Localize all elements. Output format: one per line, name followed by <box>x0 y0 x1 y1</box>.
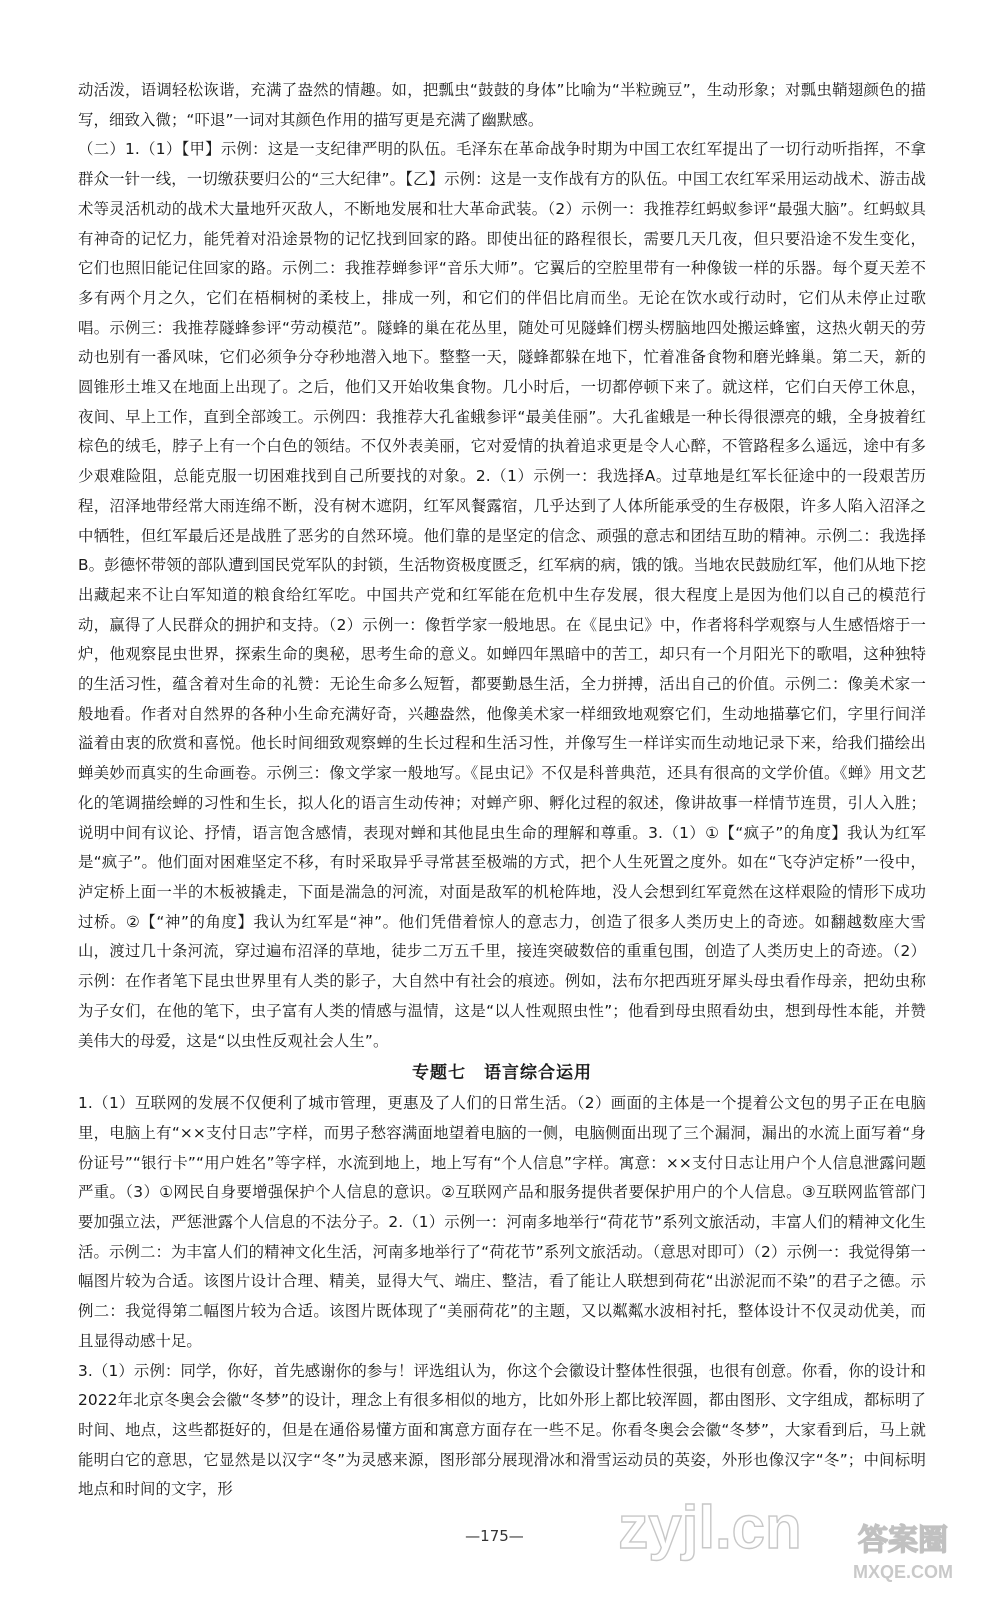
section-heading: 专题七 语言综合运用 <box>412 1063 592 1084</box>
page-number: —175— <box>465 1527 524 1545</box>
text-paragraph: 动活泼，语调轻松诙谐，充满了盎然的情趣。如，把瓢虫“鼓鼓的身体”比喻为“半粒豌豆”，生动形象；对瓢虫鞘翅颜色的描写，细致入微；“吓退”一词对其颜色作用的描写更是充满了幽默感。 <box>78 81 926 129</box>
watermark-text: zyjl.cn <box>618 1494 802 1561</box>
text-paragraph: （二）1.（1）【甲】示例：这是一支纪律严明的队伍。毛泽东在革命战争时期为中国工农红军提出了一切行动听指挥，不拿群众一针一线，一切缴获要归公的“三大纪律”。【乙】示例：这是一支作战有方的队伍。中国工农红军采用运动战术、游击战术等灵活机动的战术大量地歼灭敌人，不断地发展和壮大革命武装。（2）示例一：我推荐红蚂蚁参评“最强大脑”。红蚂蚁具有神奇的记忆力，能凭着对沿途景物的记忆找到回家的路。即使出征的路程很长，需要几天几夜，但只要沿途不发生变化，它们也照旧能记住回家的路。示例二：我推荐蝉参评“音乐大师”。它翼后的空腔里带有一种像钹一样的乐器。每个夏天差不多有两个月之久，它们在梧桐树的柔枝上，排成一列，和它们的伴侣比肩而坐。无论在饮水或行动时，它们从未停止过歌唱。示例三：我推荐隧蜂参评“劳动模范”。隧蜂的巢在花丛里，随处可见隧蜂们楞头楞脑地四处搬运蜂蜜，这热火朝天的劳动也别有一番风味，它们必须争分夺秒地潜入地下。整整一天，隧蜂都躲在地下，忙着准备食物和磨光蜂巢。第二天，新的圆锥形土堆又在地面上出现了。之后，他们又开始收集食物。几小时后，一切都停顿下来了。就这样，它们白天停工休息，夜间、早上工作，直到全部竣工。示例四：我推荐大孔雀蛾参评“最美佳丽”。大孔雀蛾是一种长得很漂亮的蛾，全身披着红棕色的绒毛，脖子上有一个白色的领结。不仅外表美丽，它对爱情的执着追求更是令人心醉，不管路程多么遥远，途中有多少艰难险阻，总能克服一切困难找到自己所要找的对象。2.（1）示例一：我选择A。过草地是红军长征途中的一段艰苦历程，沼泽地带经常大雨连绵不断，没有树木遮阴，红军风餐露宿，几乎达到了人体所能承受的生存极限，许多人陷入沼泽之中牺牲，但红军最后还是战胜了恶劣的自然环境。他们靠的是坚定的信念、顽强的意志和团结互助的精神。示例二：我选择B。彭德怀带领的部队遭到国民党军队的封锁，生活物资极度匮乏，红军病的病，饿的饿。当地农民鼓励红军，他们从地下挖出藏起来不让白军知道的粮食给红军吃。中国共产党和红军能在危机中生存发展，很大程度上是因为他们以自己的模范行动，赢得了人民群众的拥护和支持。（2）示例一：像哲学家一般地思。在《昆虫记》中，作者将科学观察与人生感悟熔于一炉，他观察昆虫世界，探索生命的奥秘，思考生命的意义。如蝉四年黑暗中的苦工，却只有一个月阳光下的歌唱，这种独特的生活习性，蕴含着对生命的礼赞：无论生命多么短暂，都要勤恳生活，全力拼搏，活出自己的价值。示例二：像美术家一般地看。作者对自然界的各种小生命充满好奇，兴趣盎然，他像美术家一样细致地观察它们，生动地描摹它们，字里行间洋溢着由衷的欣赏和喜悦。他长时间细致观察蝉的生长过程和生活习性，并像写生一样详实而生动地记录下来，给我们描绘出蝉美妙而真实的生命画卷。示例三：像文学家一般地写。《昆虫记》不仅是科普典范，还具有很高的文学价值。《蝉》用文艺化的笔调描绘蝉的习性和生长，拟人化的语言生动传神；对蝉产卵、孵化过程的叙述，像讲故事一样情节连贯，引人入胜；说明中间有议论、抒情，语言饱含感情，表现对蝉和其他昆虫生命的理解和尊重。3.（1）①【“疯子”的角度】我认为红军是“疯子”。他们面对困难坚定不移，有时采取异乎寻常甚至极端的方式，把个人生死置之度外。如在“飞夺泸定桥”一役中，泸定桥上面一半的木板被撬走，下面是湍急的河流，对面是敌军的机枪阵地，没人会想到红军竟然在这样艰险的情形下成功过桥。②【“神”的角度】我认为红军是“神”。他们凭借着惊人的意志力，创造了很多人类历史上的奇迹。如翻越数座大雪山，渡过几十条河流，穿过遍布沼泽的草地，徒步二万五千里，接连突破数倍的重重包围，创造了人类历史上的奇迹。（2）示例：在作者笔下昆虫世界里有人类的影子，大自然中有社会的痕迹。例如，法布尔把西班牙犀头母虫看作母亲，把幼虫称为子女们，在他的笔下，虫子富有人类的情感与温情，这是“以人性观照虫性”；他看到母虫照看幼虫，想到母性本能，并赞美伟大的母爱，这是“以虫性反观社会人生”。 <box>78 140 926 1050</box>
corner-logo-text: 答案圈 <box>858 1523 948 1558</box>
corner-logo <box>833 1508 973 1588</box>
text-paragraph: 1.（1）互联网的发展不仅便利了城市管理，更惠及了人们的日常生活。（2）画面的主体是一个提着公文包的男子正在电脑里，电脑上有“××支付日志”字样，而男子愁容满面地望着电脑的一侧，电脑侧面出现了三个漏洞，漏出的水流上面写着“身份证号”“银行卡”“用户姓名”等字样，水流到地上，地上写有“个人信息”字样。寓意：××支付日志让用户个人信息泄露问题严重。（3）①网民自身要增强保护个人信息的意识。②互联网产品和服务提供者要保护用户的个人信息。③互联网监管部门要加强立法，严惩泄露个人信息的不法分子。2.（1）示例一：河南多地举行“荷花节”系列文旅活动，丰富人们的精神文化生活。示例二：为丰富人们的精神文化生活，河南多地举行了“荷花节”系列文旅活动。（意思对即可）（2）示例一：我觉得第一幅图片较为合适。该图片设计合理、精美，显得大气、端庄、整洁，看了能让人联想到荷花“出淤泥而不染”的君子之德。示例二：我觉得第二幅图片较为合适。该图片既体现了“美丽荷花”的主题，又以粼粼水波相衬托，整体设计不仅灵动优美，而且显得动感十足。 <box>78 1094 926 1350</box>
document-page <box>78 76 926 1505</box>
text-paragraph: 3.（1）示例：同学，你好，首先感谢你的参与！评选组认为，你这个会徽设计整体性很强，也很有创意。你看，你的设计和2022年北京冬奥会会徽“冬梦”的设计，理念上有很多相似的地方，比如外形上都比较浑圆，都由图形、文字组成，都标明了时间、地点，这些都挺好的，但是在通俗易懂方面和寓意方面存在一些不足。你看冬奥会会徽“冬梦”，大家看到后，马上就能明白它的意思，它显然是以汉字“冬”为灵感来源，图形部分展现滑冰和滑雪运动员的英姿，外形也像汉字“冬”；中间标明地点和时间的文字，形 <box>78 1361 926 1499</box>
corner-logo-subtext: MXQE.COM <box>852 1562 954 1582</box>
